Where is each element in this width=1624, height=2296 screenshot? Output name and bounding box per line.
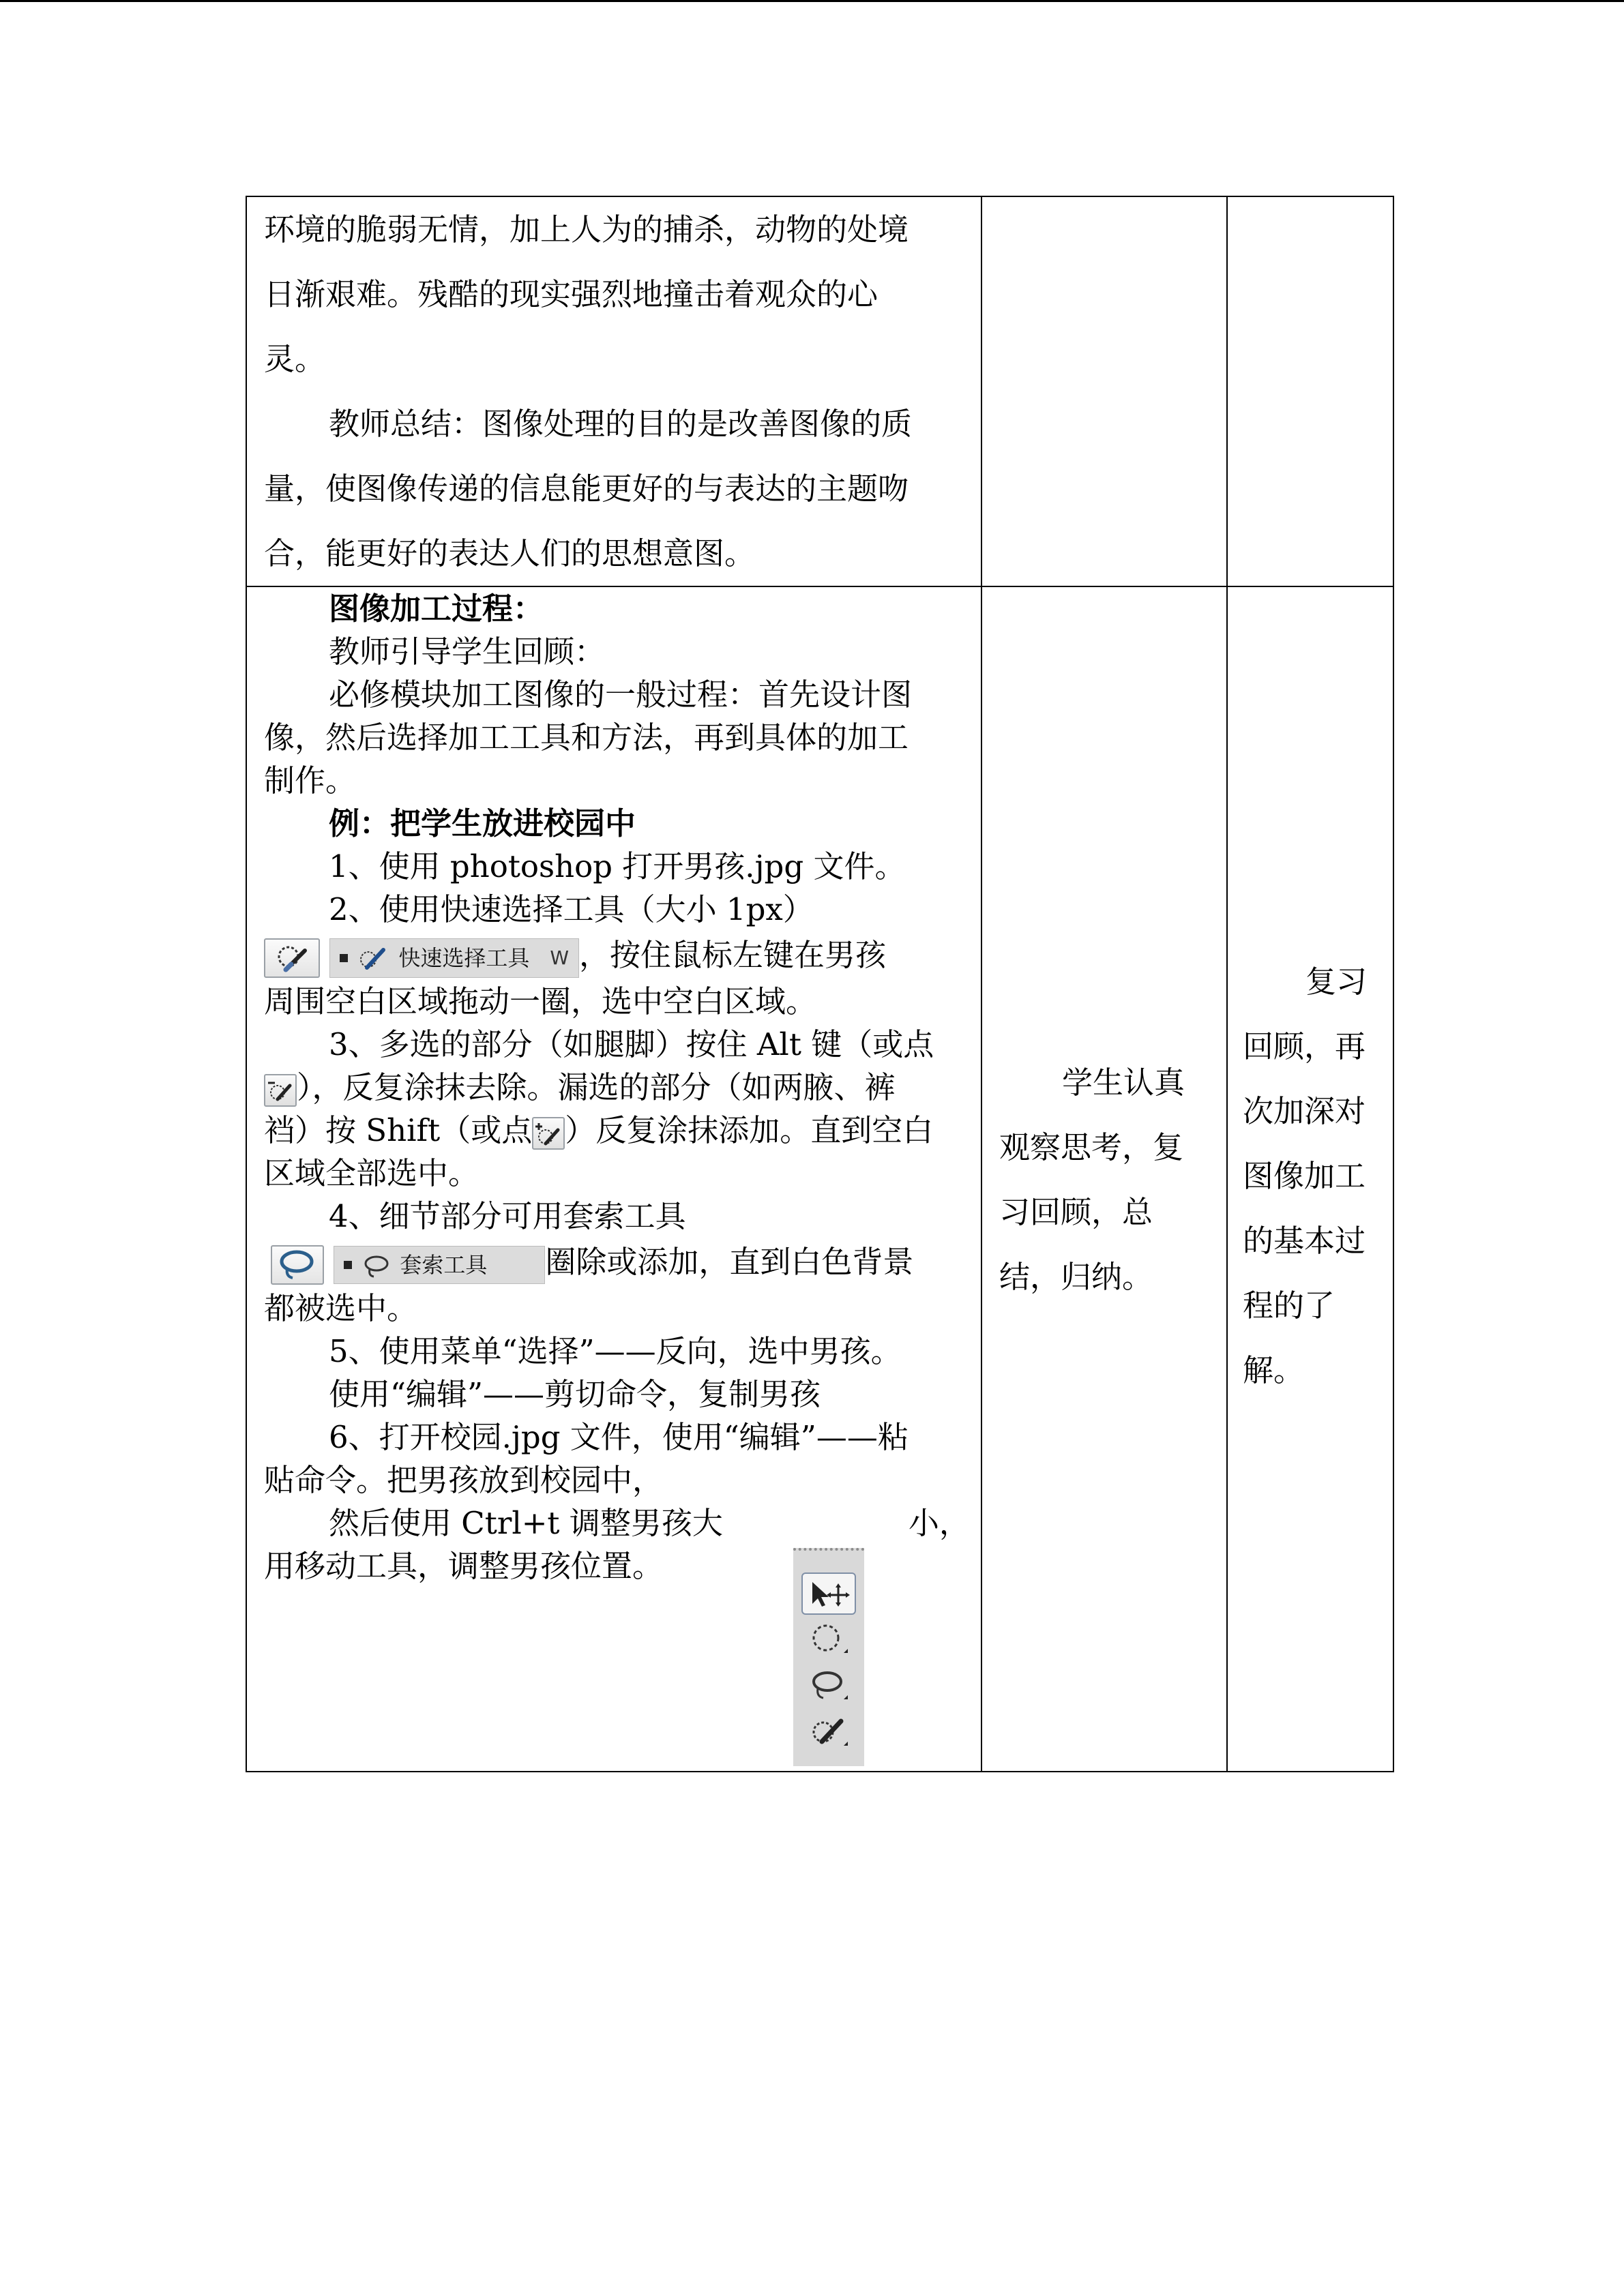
lasso-icon — [801, 1665, 853, 1705]
subtract-from-selection-icon[interactable] — [264, 1074, 297, 1107]
text-line: 回顾，再 — [1243, 1028, 1366, 1064]
quick-selection-brush-icon — [264, 938, 320, 978]
move-tool-button[interactable] — [801, 1572, 856, 1615]
selected-marker — [344, 1261, 352, 1269]
step-3-line — [247, 1109, 981, 1152]
page-top-rule — [0, 0, 1624, 2]
text-fragment: 小， — [908, 1505, 970, 1541]
step-7 — [247, 1502, 981, 1545]
text-fragment: ）反复涂抹添加。直到空白 — [565, 1112, 934, 1148]
text-line: 程的了 — [1243, 1287, 1335, 1324]
marquee-tool-button[interactable] — [801, 1619, 856, 1661]
lasso-small-icon — [360, 1251, 392, 1279]
design-intent-text — [1243, 949, 1389, 1403]
text-fragment: 圈除或添加，直到白色背景 — [545, 1244, 914, 1280]
step-4: 4、细节部分可用套索工具 — [329, 1198, 686, 1234]
text-line: 习回顾，总 — [999, 1194, 1153, 1230]
table-row — [246, 196, 1393, 586]
elliptical-marquee-icon — [801, 1619, 853, 1658]
step-3-line — [247, 1066, 981, 1109]
step-2: 2、使用快速选择工具（大小 1px） — [329, 891, 814, 927]
step-4-tool-line — [247, 1238, 981, 1287]
step-5b: 使用“编辑”——剪切命令，复制男孩 — [329, 1376, 821, 1412]
step-5: 5、使用菜单“选择”——反向，选中男孩。 — [329, 1333, 902, 1369]
text-line: 必修模块加工图像的一般过程：首先设计图 — [329, 676, 913, 713]
text-line: 用移动工具，调整男孩位置。 — [264, 1548, 664, 1584]
text-line: 复习 — [1305, 964, 1368, 1000]
example-title: 例：把学生放进校园中 — [329, 805, 636, 841]
student-activity-cell — [981, 196, 1227, 586]
teaching-content-cell — [246, 196, 981, 586]
text-line: 制作。 — [264, 762, 357, 799]
text-line: 日渐艰难。残酷的现实强烈地撞击着观众的心 — [264, 276, 879, 312]
text-fragment: ），反复涂抹去除。漏选的部分（如两腋、裤 — [297, 1069, 896, 1105]
text-line: 结，归纳。 — [999, 1259, 1153, 1295]
quick-selection-brush-icon — [801, 1712, 853, 1751]
teaching-content-cell — [246, 586, 981, 1772]
lasso-tool-button[interactable] — [801, 1665, 856, 1708]
section-heading: 图像加工过程： — [329, 591, 544, 627]
design-intent-cell — [1227, 196, 1393, 586]
text-line: 的基本过 — [1243, 1223, 1366, 1259]
text-line: 合，能更好的表达人们的思想意图。 — [264, 535, 756, 571]
step-6: 6、打开校园.jpg 文件，使用“编辑”——粘 — [329, 1419, 909, 1455]
text-line: 次加深对 — [1243, 1093, 1366, 1129]
lasso-icon — [271, 1245, 324, 1285]
text-fragment: 然后使用 Ctrl+t 调整男孩大 — [329, 1505, 723, 1541]
text-line: 学生认真 — [1062, 1064, 1185, 1101]
text-fragment: 裆）按 Shift（或点 — [264, 1112, 533, 1148]
text-fragment: ，按住鼠标左键在男孩 — [579, 937, 887, 973]
text-line: 教师总结：图像处理的目的是改善图像的质 — [329, 406, 913, 442]
add-to-selection-icon[interactable] — [532, 1117, 565, 1150]
photoshop-toolbar — [793, 1548, 864, 1766]
text-line: 区域全部选中。 — [264, 1155, 479, 1191]
text-line: 观察思考，复 — [999, 1129, 1184, 1165]
text-line: 都被选中。 — [264, 1290, 418, 1326]
lasso-tool-menu-item[interactable] — [334, 1246, 545, 1284]
student-activity-text — [999, 1050, 1211, 1309]
text-line: 图像加工 — [1243, 1158, 1366, 1194]
text-line: 量，使图像传递的信息能更好的与表达的主题吻 — [264, 471, 909, 507]
step-2-tool-line — [247, 931, 981, 980]
brush-icon — [356, 944, 390, 972]
text-line: 解。 — [1243, 1352, 1305, 1388]
lasso-tool-label: 套索工具 — [400, 1251, 488, 1278]
move-tool-icon — [803, 1574, 855, 1613]
quick-selection-tool-menu-item[interactable] — [329, 938, 579, 978]
text-line: 灵。 — [264, 341, 326, 377]
shortcut-key: W — [550, 946, 570, 969]
text-line: 贴命令。把男孩放到校园中， — [264, 1462, 664, 1498]
text-line: 环境的脆弱无情，加上人为的捕杀，动物的处境 — [264, 211, 909, 248]
selected-marker — [340, 954, 348, 962]
quick-selection-tool-label: 快速选择工具 — [398, 944, 530, 971]
lesson-plan-table — [246, 196, 1394, 1772]
text-line: 像，然后选择加工工具和方法，再到具体的加工 — [264, 719, 909, 756]
quick-selection-tool-button[interactable] — [801, 1712, 856, 1754]
text-line: 教师引导学生回顾： — [329, 633, 606, 670]
step-3: 3、多选的部分（如腿脚）按住 Alt 键（或点 — [329, 1026, 934, 1062]
text-line: 周围空白区域拖动一圈，选中空白区域。 — [264, 983, 817, 1019]
step-1: 1、使用 photoshop 打开男孩.jpg 文件。 — [329, 848, 906, 884]
